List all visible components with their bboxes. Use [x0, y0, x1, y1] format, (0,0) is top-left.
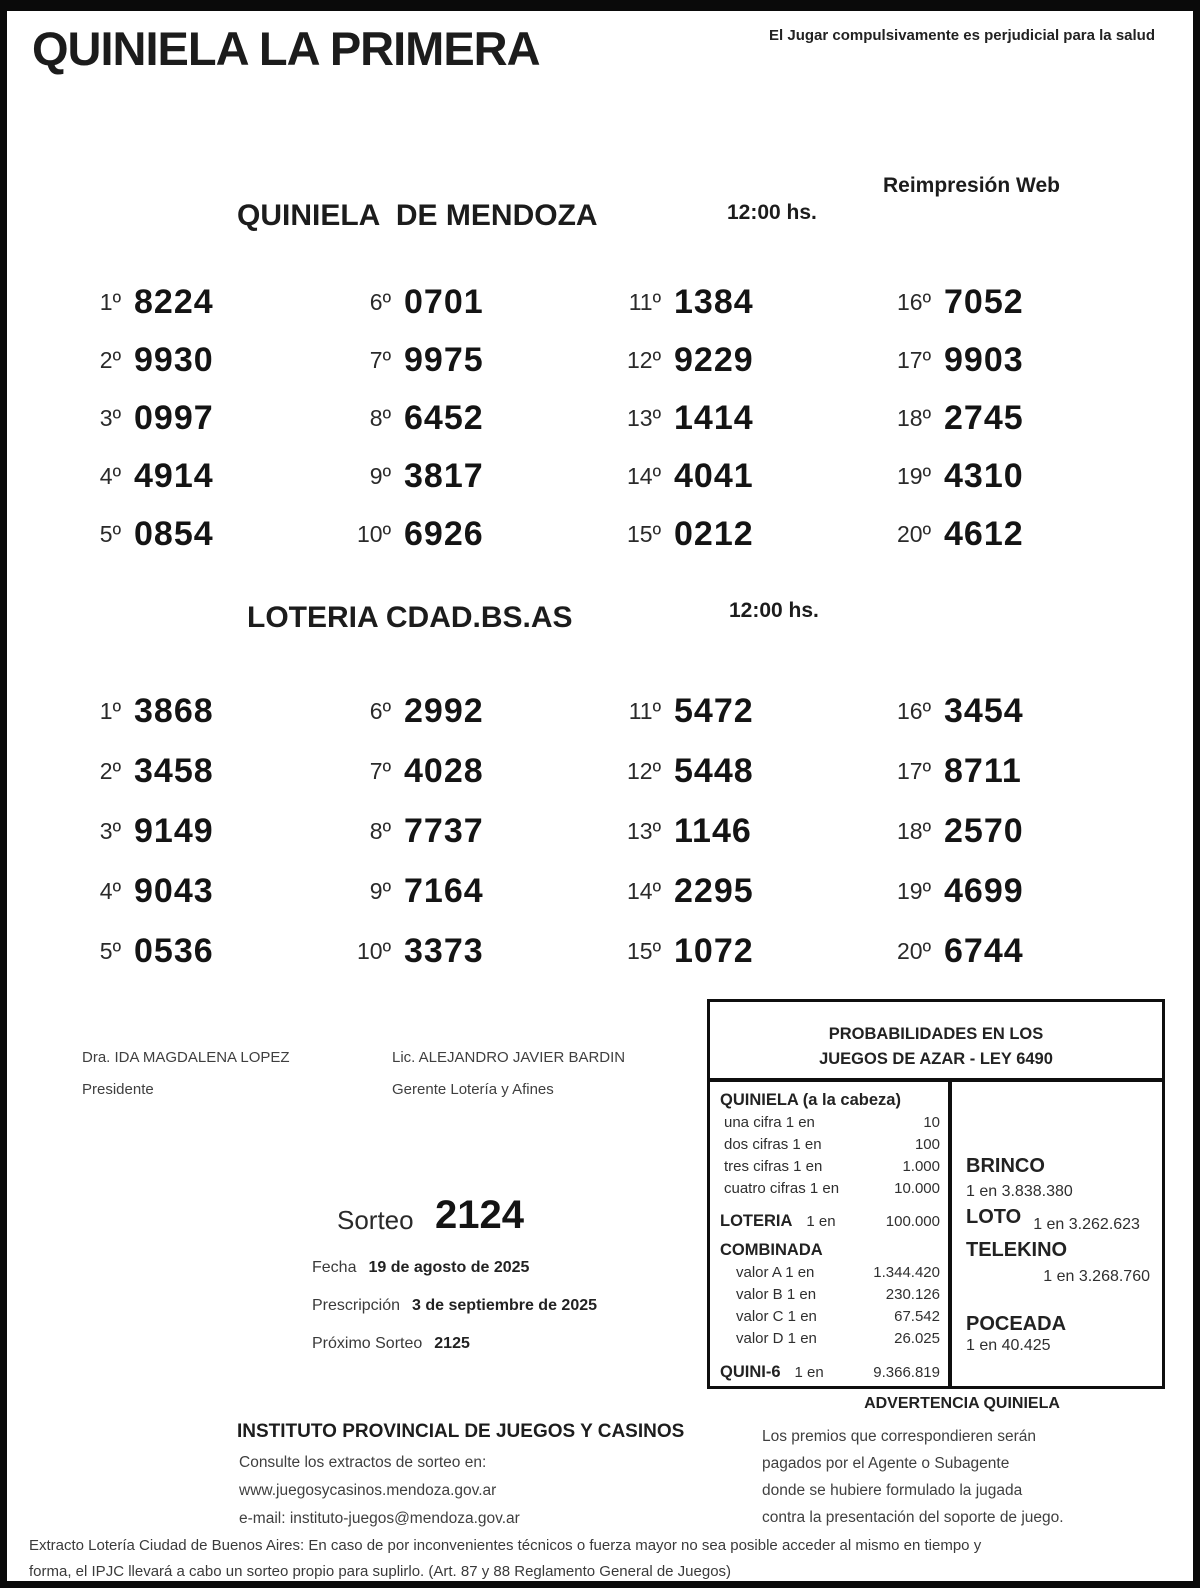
advertencia-line: pagados por el Agente o Subagente — [762, 1455, 1010, 1472]
result-number: 3868 — [134, 691, 214, 730]
result-position: 3º — [99, 404, 121, 431]
quiniela-odds-rows — [720, 1112, 940, 1200]
result-position: 16º — [897, 288, 931, 315]
result-number: 6452 — [404, 398, 484, 437]
probabilities-body — [710, 1082, 1162, 1386]
institute-consult-line: Consulte los extractos de sorteo en: — [239, 1454, 487, 1471]
result-position: 8º — [369, 404, 391, 431]
result-cell — [609, 921, 879, 981]
result-number: 8711 — [944, 751, 1022, 790]
signatory-name: Dra. IDA MAGDALENA LOPEZ — [82, 1049, 290, 1066]
result-position: 20º — [897, 937, 931, 964]
result-number: 7164 — [404, 871, 484, 910]
proximo-sorteo-row — [312, 1335, 470, 1353]
section-time-mendoza: 12:00 hs. — [727, 201, 817, 224]
probability-label: una cifra 1 en — [724, 1114, 815, 1131]
result-position: 1º — [99, 288, 121, 315]
result-position: 10º — [357, 520, 391, 547]
result-number: 6926 — [404, 514, 484, 553]
result-position: 2º — [99, 346, 121, 373]
probability-label: valor D 1 en — [736, 1330, 817, 1347]
probability-value: 10 — [923, 1114, 940, 1131]
probability-row — [720, 1178, 940, 1200]
page-title: QUINIELA LA PRIMERA — [32, 22, 540, 75]
game-name: BRINCO — [966, 1155, 1045, 1177]
result-cell — [339, 273, 609, 331]
probability-label: valor C 1 en — [736, 1308, 817, 1325]
result-number: 4914 — [134, 456, 214, 495]
result-position: 9º — [369, 877, 391, 904]
game-name: TELEKINO — [966, 1239, 1068, 1261]
sorteo-number: 2124 — [435, 1193, 524, 1237]
signatory-role: Gerente Lotería y Afines — [392, 1081, 554, 1098]
loteria-odds-value: 100.000 — [885, 1213, 940, 1230]
result-position: 13º — [627, 817, 661, 844]
result-number: 9903 — [944, 340, 1024, 379]
institute-name: INSTITUTO PROVINCIAL DE JUEGOS Y CASINOS — [237, 1421, 685, 1442]
result-number: 3458 — [134, 751, 214, 790]
footer-note-line2: forma, el IPJC llevará a cabo un sorteo propio para suplirlo. (Art. 87 y 88 Reglamento General de Juegos) — [29, 1563, 732, 1580]
probabilities-right-column — [952, 1082, 1162, 1386]
advertencia-text — [762, 1423, 1064, 1531]
probability-label: valor A 1 en — [736, 1264, 815, 1281]
result-cell — [609, 681, 879, 741]
probability-value: 100 — [914, 1136, 940, 1153]
result-number: 3373 — [404, 931, 484, 970]
game-odds-value: 1 en 3.838.380 — [966, 1183, 1073, 1200]
health-warning: El Jugar compulsivamente es perjudicial para la salud — [769, 27, 1155, 44]
results-grid-bsas — [69, 681, 1149, 981]
quini6-odds-mid: 1 en — [794, 1364, 824, 1381]
result-cell — [879, 331, 1149, 389]
result-cell — [879, 861, 1149, 921]
result-number: 0997 — [134, 398, 214, 437]
result-cell — [69, 801, 339, 861]
result-number: 3817 — [404, 456, 484, 495]
result-position: 7º — [369, 757, 391, 784]
section-title-mendoza: QUINIELA DE MENDOZA — [237, 199, 598, 232]
result-position: 18º — [897, 404, 931, 431]
probability-row — [720, 1112, 940, 1134]
result-cell — [339, 741, 609, 801]
result-position: 20º — [897, 520, 931, 547]
prescripcion-label: Prescripción — [312, 1297, 401, 1314]
combinada-odds-rows — [720, 1262, 940, 1350]
result-position: 5º — [99, 937, 121, 964]
section-title-bsas: LOTERIA CDAD.BS.AS — [247, 601, 573, 634]
result-cell — [339, 389, 609, 447]
result-cell — [609, 505, 879, 563]
sorteo-label: Sorteo — [337, 1205, 414, 1235]
probability-row — [720, 1306, 940, 1328]
fecha-value: 19 de agosto de 2025 — [368, 1259, 530, 1276]
probability-label: valor B 1 en — [736, 1286, 817, 1303]
signatory-role: Presidente — [82, 1081, 154, 1098]
probability-value: 10.000 — [894, 1180, 940, 1197]
result-number: 4041 — [674, 456, 754, 495]
probability-value: 26.025 — [894, 1330, 940, 1347]
footer-note — [29, 1533, 1181, 1585]
game-odds-value: 1 en 40.425 — [966, 1337, 1051, 1354]
result-number: 8224 — [134, 282, 214, 321]
probability-label: cuatro cifras 1 en — [724, 1180, 840, 1197]
result-cell — [339, 505, 609, 563]
result-number: 9930 — [134, 340, 214, 379]
probabilities-box — [707, 999, 1165, 1389]
result-cell — [69, 921, 339, 981]
quini6-odds-value: 9.366.819 — [873, 1364, 940, 1381]
advertencia-title: ADVERTENCIA QUINIELA — [864, 1395, 1060, 1412]
result-position: 14º — [627, 462, 661, 489]
combinada-header: COMBINADA — [720, 1241, 823, 1259]
result-number: 0854 — [134, 514, 214, 553]
result-position: 12º — [627, 757, 661, 784]
game-odds-value: 1 en 3.268.760 — [1043, 1268, 1150, 1285]
game-name: POCEADA — [966, 1313, 1067, 1335]
probability-row — [720, 1328, 940, 1350]
result-cell — [339, 447, 609, 505]
result-position: 1º — [99, 697, 121, 724]
result-cell — [69, 861, 339, 921]
result-number: 4310 — [944, 456, 1024, 495]
probability-row — [720, 1156, 940, 1178]
result-position: 15º — [627, 937, 661, 964]
result-cell — [339, 861, 609, 921]
institute-email: e-mail: instituto-juegos@mendoza.gov.ar — [239, 1510, 520, 1527]
result-number: 2570 — [944, 811, 1024, 850]
result-position: 2º — [99, 757, 121, 784]
result-position: 18º — [897, 817, 931, 844]
result-cell — [339, 921, 609, 981]
result-number: 9149 — [134, 811, 214, 850]
result-number: 2295 — [674, 871, 754, 910]
institute-website: www.juegosycasinos.mendoza.gov.ar — [239, 1482, 497, 1499]
game-name: LOTO — [966, 1206, 1022, 1228]
result-position: 11º — [628, 288, 661, 315]
probabilities-left-column — [710, 1082, 952, 1386]
result-position: 17º — [897, 757, 931, 784]
result-number: 7737 — [404, 811, 484, 850]
probability-value: 1.344.420 — [873, 1264, 940, 1281]
result-cell — [339, 801, 609, 861]
probability-row — [720, 1284, 940, 1306]
result-position: 5º — [99, 520, 121, 547]
game-odds-row — [966, 1154, 1150, 1200]
result-number: 2992 — [404, 691, 484, 730]
quiniela-odds-header: QUINIELA (a la cabeza) — [720, 1091, 901, 1109]
result-position: 6º — [369, 288, 391, 315]
result-cell — [339, 681, 609, 741]
result-cell — [69, 331, 339, 389]
result-cell — [879, 389, 1149, 447]
game-odds-row — [966, 1205, 1150, 1233]
result-cell — [609, 447, 879, 505]
result-position: 12º — [627, 346, 661, 373]
result-cell — [339, 331, 609, 389]
proximo-sorteo-label: Próximo Sorteo — [312, 1335, 423, 1352]
result-cell — [69, 681, 339, 741]
probability-row — [720, 1262, 940, 1284]
result-position: 14º — [627, 877, 661, 904]
result-cell — [609, 741, 879, 801]
probability-row — [720, 1134, 940, 1156]
result-number: 4699 — [944, 871, 1024, 910]
result-cell — [879, 681, 1149, 741]
result-position: 17º — [897, 346, 931, 373]
result-cell — [879, 505, 1149, 563]
game-odds-row — [966, 1238, 1150, 1286]
result-number: 9043 — [134, 871, 214, 910]
result-number: 0701 — [404, 282, 484, 321]
loteria-odds-row — [720, 1209, 940, 1234]
result-number: 7052 — [944, 282, 1024, 321]
fecha-label: Fecha — [312, 1259, 357, 1276]
result-cell — [609, 389, 879, 447]
reprint-label: Reimpresión Web — [883, 174, 1060, 197]
probability-value: 230.126 — [885, 1286, 940, 1303]
advertencia-line: contra la presentación del soporte de juego. — [762, 1509, 1064, 1526]
probabilities-title-line2: JUEGOS DE AZAR - LEY 6490 — [819, 1050, 1053, 1068]
result-number: 1384 — [674, 282, 754, 321]
prescripcion-row — [312, 1297, 597, 1315]
result-position: 19º — [897, 877, 931, 904]
result-number: 5448 — [674, 751, 754, 790]
result-cell — [879, 921, 1149, 981]
result-number: 4028 — [404, 751, 484, 790]
result-cell — [879, 273, 1149, 331]
game-odds-row — [966, 1312, 1150, 1354]
result-position: 6º — [369, 697, 391, 724]
signatory-name: Lic. ALEJANDRO JAVIER BARDIN — [392, 1049, 626, 1066]
result-cell — [879, 801, 1149, 861]
result-cell — [879, 741, 1149, 801]
result-cell — [69, 741, 339, 801]
result-number: 0536 — [134, 931, 214, 970]
result-position: 15º — [627, 520, 661, 547]
result-number: 0212 — [674, 514, 754, 553]
probability-label: dos cifras 1 en — [724, 1136, 822, 1153]
result-number: 1146 — [674, 811, 752, 850]
result-position: 7º — [369, 346, 391, 373]
result-number: 4612 — [944, 514, 1024, 553]
result-number: 3454 — [944, 691, 1024, 730]
result-number: 2745 — [944, 398, 1024, 437]
fecha-row — [312, 1259, 529, 1277]
game-odds-value: 1 en 3.262.623 — [1033, 1216, 1140, 1233]
result-position: 10º — [357, 937, 391, 964]
result-number: 9975 — [404, 340, 484, 379]
result-position: 4º — [99, 877, 121, 904]
result-number: 5472 — [674, 691, 754, 730]
result-number: 1072 — [674, 931, 754, 970]
advertencia-line: donde se hubiere formulado la jugada — [762, 1482, 1023, 1499]
probabilities-title — [710, 1002, 1162, 1082]
advertencia-line: Los premios que correspondieren serán — [762, 1428, 1036, 1445]
result-cell — [609, 273, 879, 331]
probability-value: 1.000 — [902, 1158, 940, 1175]
result-cell — [609, 861, 879, 921]
result-number: 6744 — [944, 931, 1024, 970]
result-position: 3º — [99, 817, 121, 844]
result-position: 4º — [99, 462, 121, 489]
result-cell — [69, 389, 339, 447]
section-time-bsas: 12:00 hs. — [729, 599, 819, 622]
footer-note-line1: Extracto Lotería Ciudad de Buenos Aires: En caso de por inconvenientes técnicos o fuerza mayor no sea posible acceder al mismo en tiempo y — [29, 1537, 982, 1554]
result-position: 9º — [369, 462, 391, 489]
result-cell — [879, 447, 1149, 505]
result-cell — [69, 447, 339, 505]
result-number: 9229 — [674, 340, 754, 379]
loteria-odds-name: LOTERIA — [720, 1212, 793, 1230]
result-number: 1414 — [674, 398, 754, 437]
loteria-odds-mid: 1 en — [806, 1213, 836, 1230]
probability-label: tres cifras 1 en — [724, 1158, 823, 1175]
result-position: 13º — [627, 404, 661, 431]
result-cell — [609, 801, 879, 861]
probabilities-title-line1: PROBABILIDADES EN LOS — [828, 1025, 1044, 1043]
result-position: 16º — [897, 697, 931, 724]
proximo-sorteo-value: 2125 — [434, 1335, 470, 1352]
result-position: 19º — [897, 462, 931, 489]
result-cell — [69, 273, 339, 331]
prescripcion-value: 3 de septiembre de 2025 — [412, 1297, 598, 1314]
probability-value: 67.542 — [894, 1308, 940, 1325]
quini6-odds-row — [720, 1359, 940, 1386]
result-position: 11º — [628, 697, 661, 724]
result-cell — [609, 331, 879, 389]
quini6-odds-name: QUINI-6 — [720, 1363, 781, 1381]
results-grid-mendoza — [69, 273, 1149, 563]
result-cell — [69, 505, 339, 563]
result-position: 8º — [369, 817, 391, 844]
